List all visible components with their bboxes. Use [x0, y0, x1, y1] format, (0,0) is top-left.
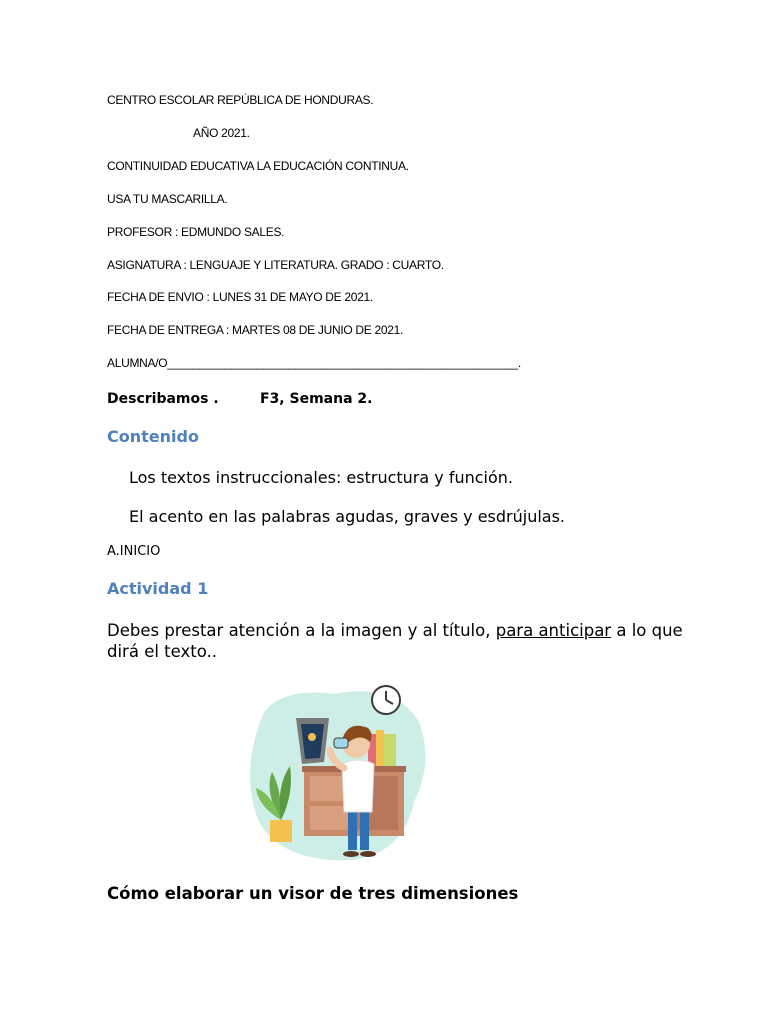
continuity-line: CONTINUIDAD EDUCATIVA LA EDUCACIÓN CONTINUA. [107, 159, 409, 173]
school-name: CENTRO ESCOLAR REPÚBLICA DE HONDURAS. [107, 93, 374, 107]
lesson-week: F3, Semana 2. [260, 391, 373, 407]
clock-icon [372, 686, 400, 714]
teacher-line: PROFESOR : EDMUNDO SALES. [107, 225, 285, 239]
student-line: ALUMNA/O_______________________________________________________. [107, 356, 521, 370]
activity-heading: Actividad 1 [107, 579, 209, 598]
content-item-1: Los textos instruccionales: estructura y función. [129, 468, 513, 487]
lesson-title: Describamos . [107, 391, 219, 407]
content-heading: Contenido [107, 427, 199, 446]
school-year: AÑO 2021. [193, 126, 250, 140]
due-date-line: FECHA DE ENTREGA : MARTES 08 DE JUNIO DE 2021. [107, 323, 404, 337]
article-title: Cómo elaborar un visor de tres dimensiones [107, 884, 519, 903]
mask-line: USA TU MASCARILLA. [107, 192, 228, 206]
subject-line: ASIGNATURA : LENGUAJE Y LITERATURA. GRADO : CUARTO. [107, 258, 444, 272]
child-with-3d-viewer-illustration [244, 682, 432, 864]
lesson-subtitle [107, 391, 373, 407]
content-item-2: El acento en las palabras agudas, graves y esdrújulas. [129, 507, 565, 526]
activity-text-underlined: para anticipar [495, 621, 612, 640]
activity-instructions [107, 620, 687, 662]
activity-text-after: a lo que dirá el texto.. [107, 621, 683, 661]
send-date-line: FECHA DE ENVIO : LUNES 31 DE MAYO DE 2021. [107, 290, 373, 304]
activity-text-before: Debes prestar atención a la imagen y al título, [107, 621, 496, 640]
inicio-label: A.INICIO [107, 544, 161, 559]
